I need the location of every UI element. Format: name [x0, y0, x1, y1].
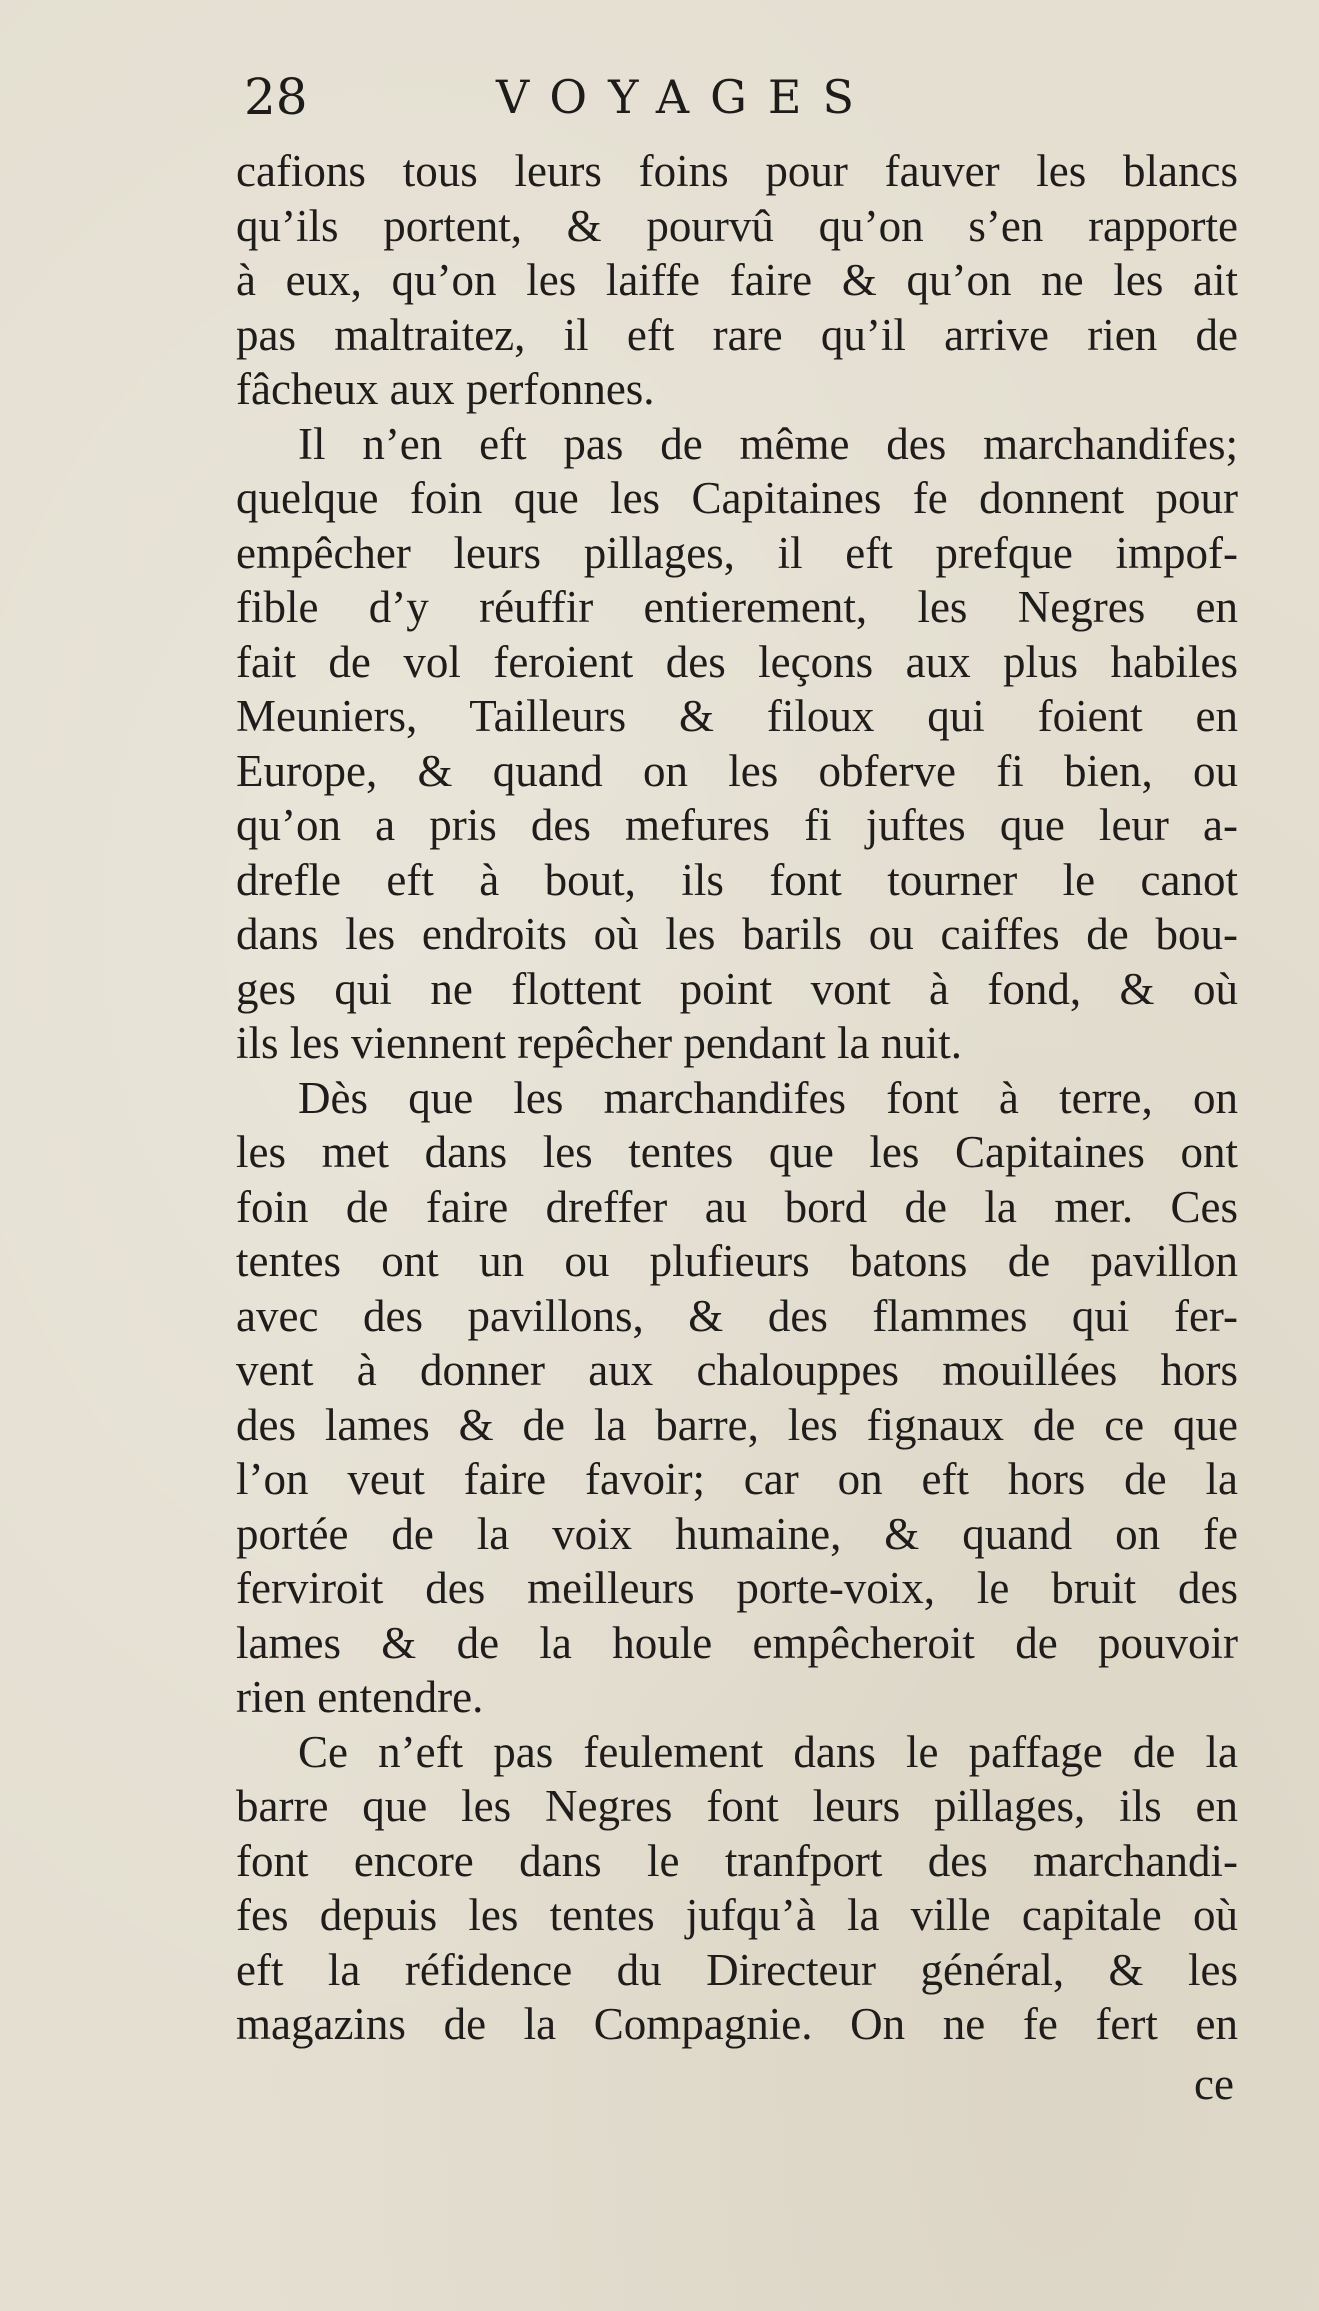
text-line: dans les endroits où les barils ou caiffes de bou-: [236, 909, 1238, 959]
catchword: ce: [1194, 2058, 1234, 2109]
text-line: Meuniers, Tailleurs & filoux qui foient en: [236, 691, 1238, 741]
text-line: ils les viennent repêcher pendant la nuit.: [236, 1018, 962, 1068]
text-line: des lames & de la barre, les fignaux de ce que: [236, 1399, 1238, 1450]
text-line: foin de faire dreffer au bord de la mer. Ces: [236, 1181, 1238, 1232]
text-line: à eux, qu’on les laiffe faire & qu’on ne les ait: [236, 255, 1238, 305]
text-line: portée de la voix humaine, & quand on fe: [236, 1508, 1238, 1559]
text-line: empêcher leurs pillages, il eft prefque impof-: [236, 527, 1238, 578]
text-line: drefle eft à bout, ils font tourner le canot: [236, 854, 1238, 905]
running-title: VOYAGES: [496, 70, 875, 124]
text-line: vent à donner aux chalouppes mouillées hors: [236, 1345, 1238, 1395]
text-line: font encore dans le tranfport des marchandi-: [236, 1835, 1238, 1886]
text-line: barre que les Negres font leurs pillages, ils en: [236, 1781, 1238, 1831]
text-line: fes depuis les tentes jufqu’à la ville capitale où: [236, 1890, 1238, 1940]
text-line: quelque foin que les Capitaines fe donnent pour: [236, 473, 1238, 523]
text-line: les met dans les tentes que les Capitaines ont: [236, 1127, 1238, 1177]
text-line: Europe, & quand on les obferve fi bien, ou: [236, 745, 1238, 796]
text-line: ges qui ne flottent point vont à fond, & où: [236, 963, 1238, 1014]
body-text: [236, 144, 1238, 2114]
text-line: qu’on a pris des mefures fi juftes que leur a-: [236, 800, 1238, 850]
text-line: pas maltraitez, il eft rare qu’il arrive rien de: [236, 309, 1238, 360]
text-line: fâcheux aux perfonnes.: [236, 364, 655, 414]
text-line: qu’ils portent, & pourvû qu’on s’en rapporte: [236, 200, 1238, 251]
text-line: magazins de la Compagnie. On ne fe fert en: [236, 1999, 1238, 2049]
text-line: Dès que les marchandifes font à terre, on: [298, 1072, 1238, 1123]
text-line: fait de vol feroient des leçons aux plus habiles: [236, 636, 1238, 687]
text-line: ferviroit des meilleurs porte-voix, le bruit des: [236, 1563, 1238, 1613]
text-line: fible d’y réuffir entierement, les Negres en: [236, 582, 1238, 632]
page-header: [236, 62, 1236, 132]
text-line: rien entendre.: [236, 1672, 484, 1722]
text-line: cafions tous leurs foins pour fauver les blancs: [236, 146, 1238, 196]
text-line: l’on veut faire favoir; car on eft hors de la: [236, 1454, 1238, 1504]
text-line: tentes ont un ou plufieurs batons de pavillon: [236, 1236, 1238, 1286]
text-line: lames & de la houle empêcheroit de pouvoir: [236, 1617, 1238, 1668]
text-line: eft la réfidence du Directeur général, & les: [236, 1944, 1238, 1995]
page-number: 28: [244, 68, 308, 126]
text-line: Ce n’eft pas feulement dans le paffage de la: [298, 1726, 1238, 1777]
text-line: avec des pavillons, & des flammes qui fer-: [236, 1290, 1238, 1341]
text-line: Il n’en eft pas de même des marchandifes;: [298, 418, 1238, 469]
